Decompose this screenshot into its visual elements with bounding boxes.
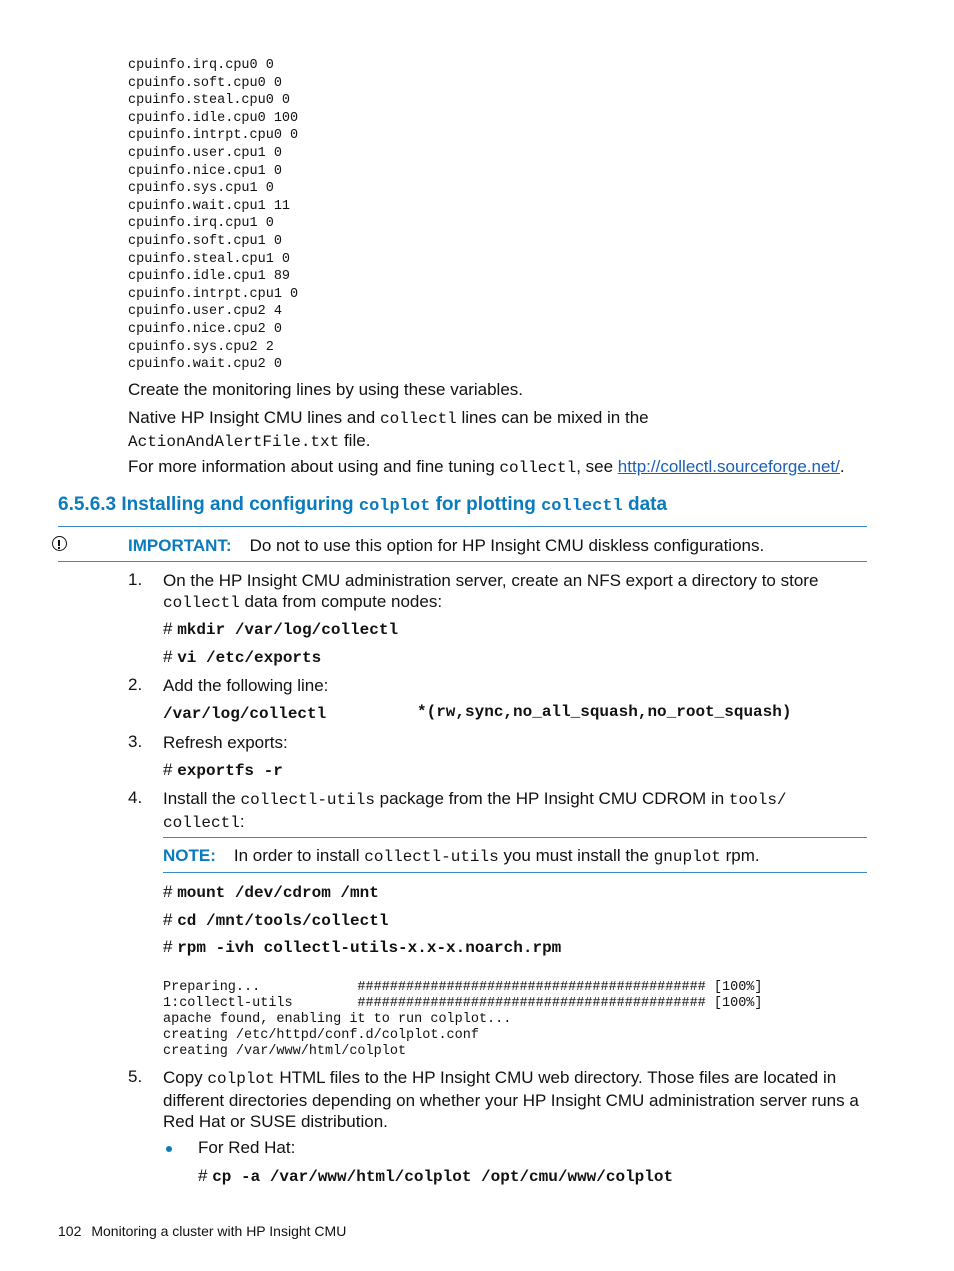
install-output: Preparing... ########################################### [100%] 1:collectl-utils ########################################### [100%] apache found, enabling it to run colplot... creating /etc/httpd/conf.d/colplot.conf creating /var/www/html/colplot	[163, 980, 763, 1059]
step-number-3: 3.	[128, 732, 143, 751]
collectl-link[interactable]: http://collectl.sourceforge.net/	[617, 457, 840, 476]
command-cd: # cd /mnt/tools/collectl	[163, 910, 389, 930]
code-listing: cpuinfo.irq.cpu0 0 cpuinfo.soft.cpu0 0 cpuinfo.steal.cpu0 0 cpuinfo.idle.cpu0 100 cpuinfo.intrpt.cpu0 0 cpuinfo.user.cpu1 0 cpuinfo.nice.cpu1 0 cpuinfo.sys.cpu1 0 cpuinfo.wait.cpu1 11 cpuinfo.irq.cpu1 0 cpuinfo.soft.cpu1 0 cpuinfo.steal.cpu1 0 cpuinfo.idle.cpu1 89 cpuinfo.intrpt.cpu1 0 cpuinfo.user.cpu2 4 cpuinfo.nice.cpu2 0 cpuinfo.sys.cpu2 2 cpuinfo.wait.cpu2 0	[128, 58, 299, 373]
paragraph-variables: Create the monitoring lines by using these variables.	[128, 380, 523, 399]
section-heading: 6.5.6.3 Installing and configuring colplot for plotting collectl data	[58, 494, 668, 516]
step-number-2: 2.	[128, 675, 143, 694]
rule-top-important	[58, 526, 867, 527]
step-2-text: Add the following line:	[163, 676, 329, 695]
important-notice: IMPORTANT: Do not to use this option for HP Insight CMU diskless configurations.	[128, 536, 765, 555]
important-icon	[52, 536, 67, 551]
step-number-4: 4.	[128, 788, 143, 807]
rule-bottom-important	[58, 561, 867, 562]
command-vi: # vi /etc/exports	[163, 647, 322, 667]
rule-bottom-note	[163, 872, 867, 873]
command-mkdir: # mkdir /var/log/collectl	[163, 619, 399, 639]
footer-title: Monitoring a cluster with HP Insight CMU	[91, 1223, 347, 1239]
bullet-icon	[166, 1146, 172, 1152]
step-5-text: Copy colplot HTML files to the HP Insight CMU web directory. Those files are located in different directories depending on whether your HP Insight CMU administration server runs a Red Hat or SUSE distribution.	[163, 1068, 859, 1131]
bullet-red-hat: For Red Hat:	[198, 1138, 296, 1157]
page-footer	[58, 1223, 346, 1239]
command-cp: # cp -a /var/www/html/colplot /opt/cmu/www/colplot	[198, 1166, 674, 1186]
command-mount: # mount /dev/cdrom /mnt	[163, 882, 379, 902]
page-number: 102	[58, 1223, 82, 1239]
command-exportfs: # exportfs -r	[163, 760, 283, 780]
note-notice: NOTE: In order to install collectl-utils you must install the gnuplot rpm.	[163, 846, 760, 866]
step-number-1: 1.	[128, 570, 143, 589]
step-1-text: On the HP Insight CMU administration server, create an NFS export a directory to store collectl data from compute nodes:	[163, 571, 819, 612]
command-rpm: # rpm -ivh collectl-utils-x.x-x.noarch.rpm	[163, 937, 562, 957]
step-4-text: Install the collectl-utils package from the HP Insight CMU CDROM in tools/ collectl:	[163, 789, 787, 832]
step-number-5: 5.	[128, 1067, 143, 1086]
paragraph-mixed-lines: Native HP Insight CMU lines and collectl lines can be mixed in the ActionAndAlertFile.txt file.	[128, 408, 649, 451]
paragraph-more-info: For more information about using and fine tuning collectl, see http://collectl.sourceforge.net/.	[128, 457, 845, 477]
rule-top-note	[163, 837, 867, 838]
exports-line: /var/log/collectl *(rw,sync,no_all_squash,no_root_squash)	[163, 703, 792, 723]
step-3-text: Refresh exports:	[163, 733, 288, 752]
